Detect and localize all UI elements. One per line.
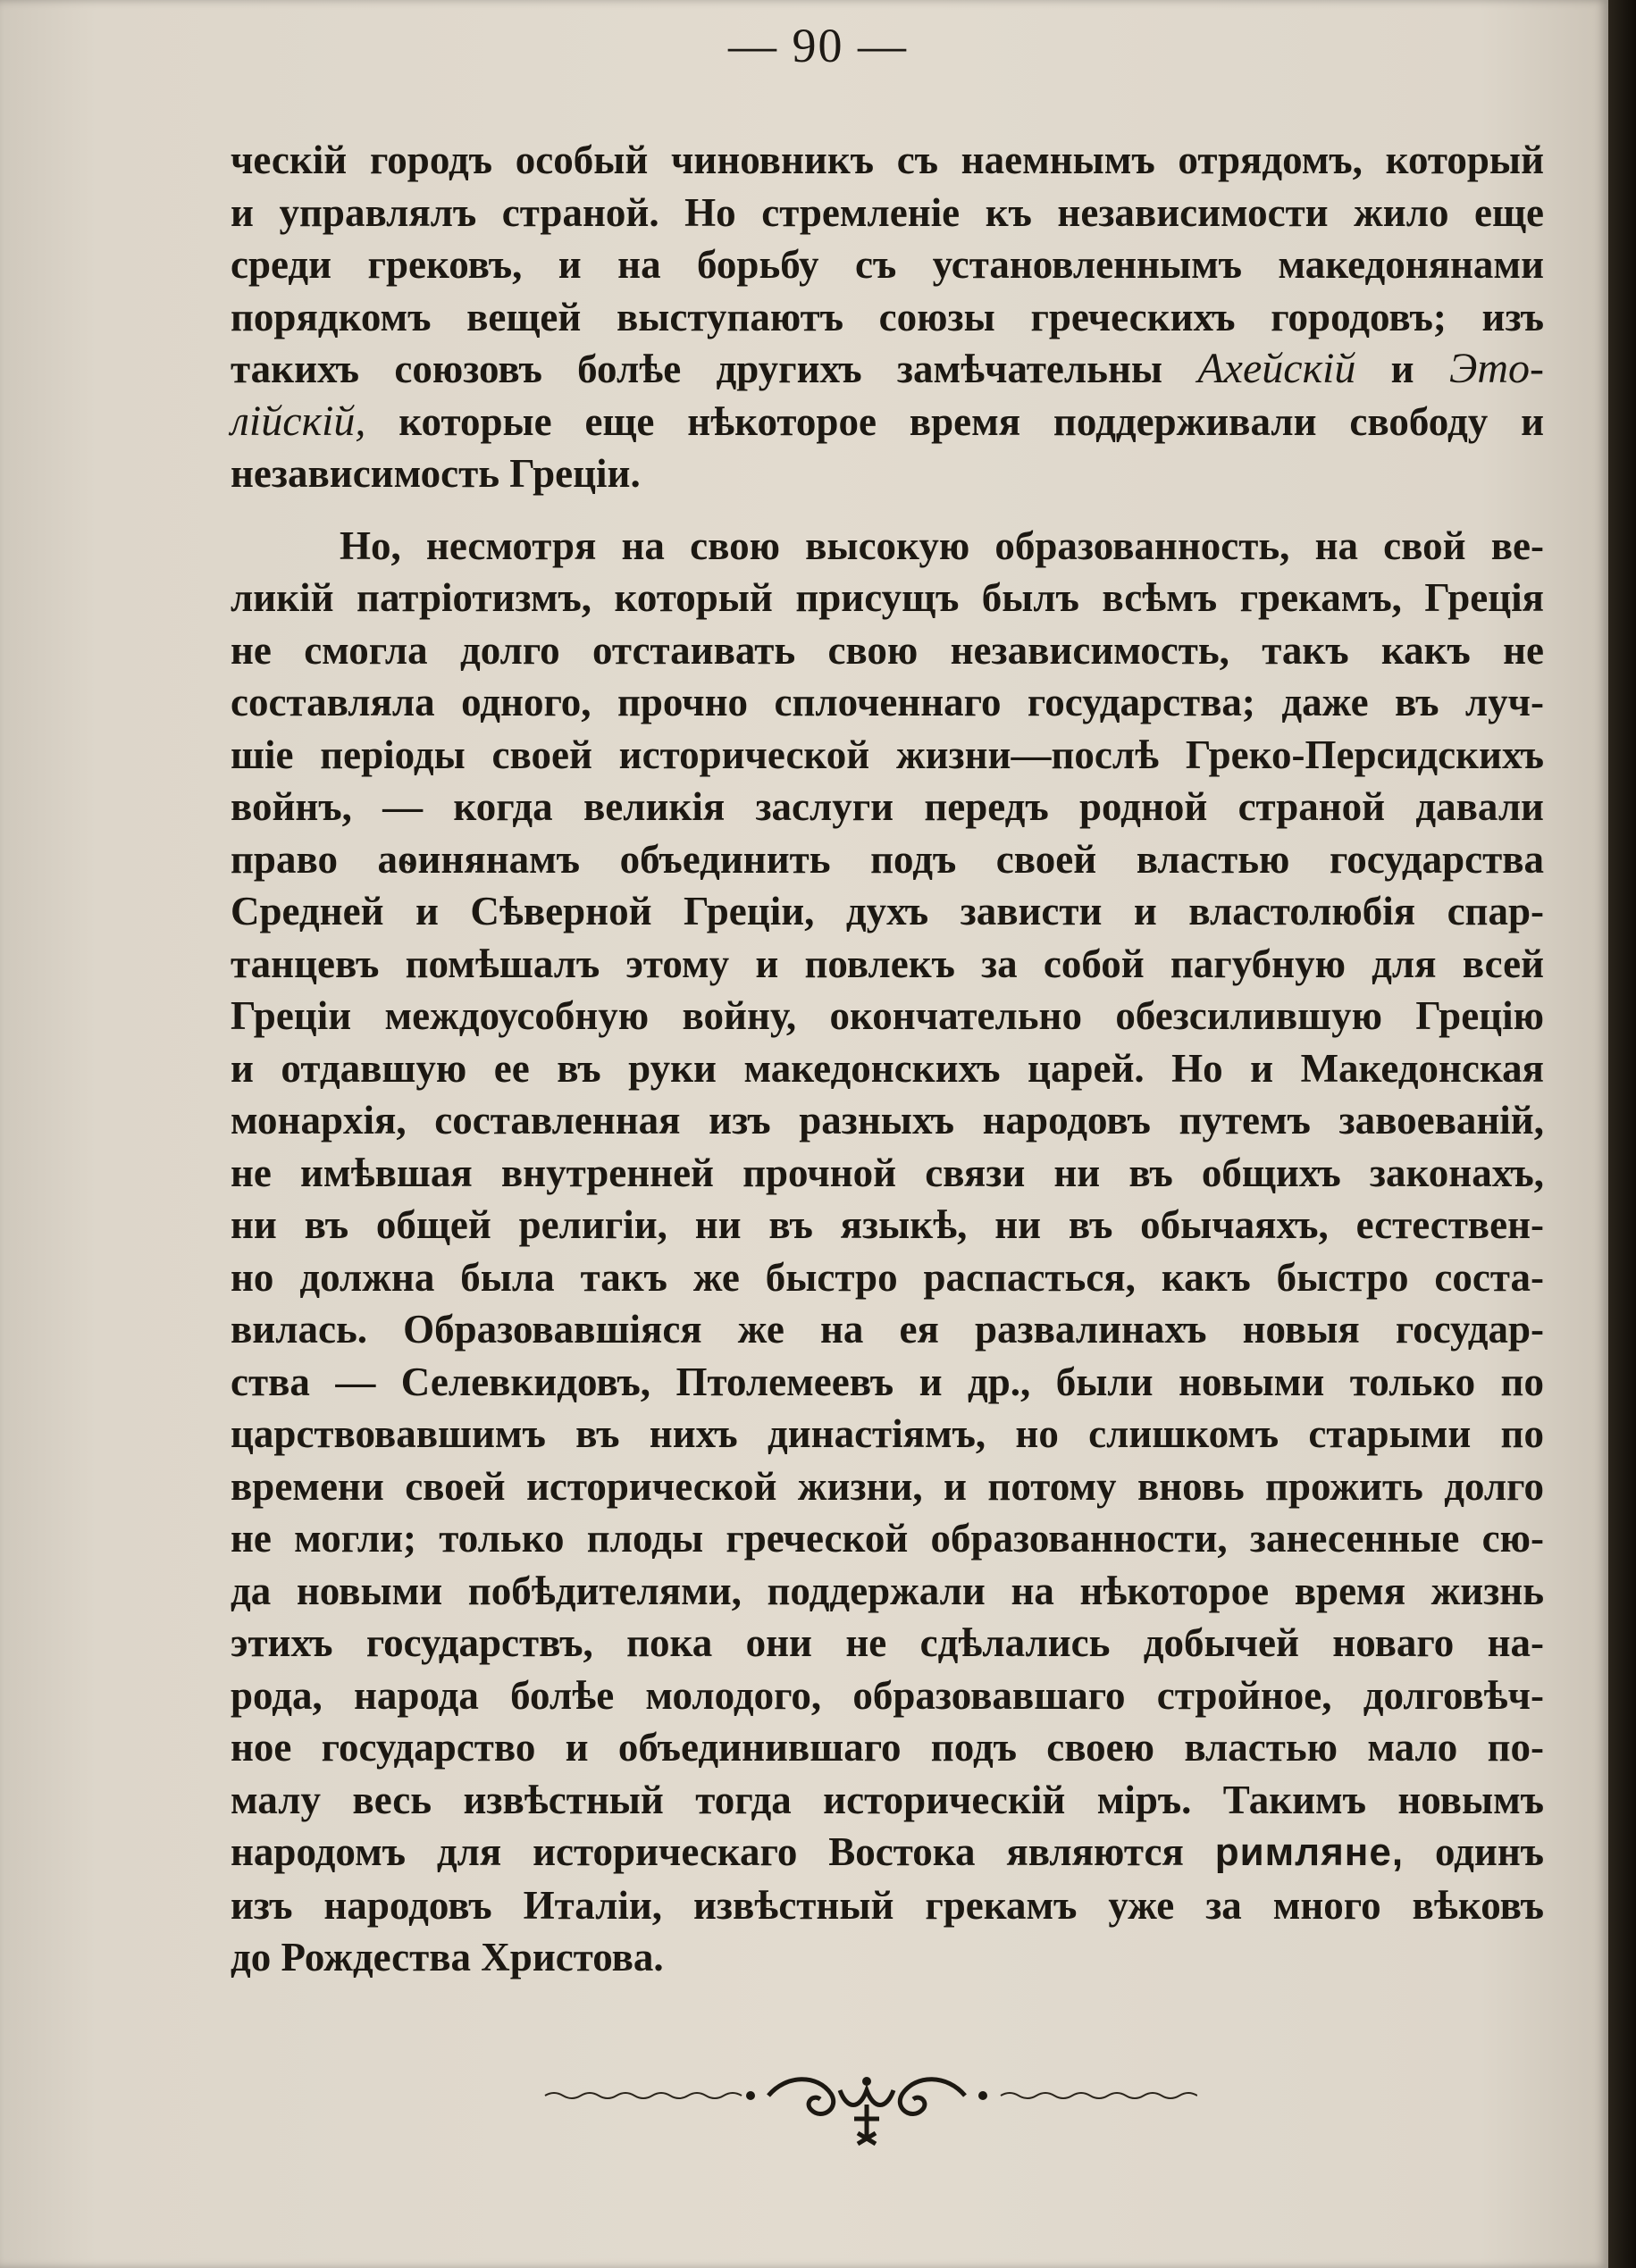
text-line bbox=[231, 1826, 1544, 1879]
text-line: независимость Греціи. bbox=[231, 451, 641, 496]
text-line bbox=[231, 343, 1544, 396]
text-line: не смогла долго отстаивать свою независимость, такъ какъ не bbox=[231, 627, 1544, 673]
text-line: шіе періоды своей исторической жизни—послѣ Греко-Персидскихъ bbox=[231, 732, 1544, 777]
aetolian-league-name-part1: Это- bbox=[1448, 345, 1544, 392]
text-line: времени своей исторической жизни, и потому вновь прожить долго bbox=[231, 1463, 1544, 1509]
paragraph-1 bbox=[231, 134, 1544, 500]
text-line: да новыми побѣдителями, поддержали на нѣкоторое время жизнь bbox=[231, 1568, 1544, 1613]
text-fragment: которые еще нѣкоторое время поддерживали свободу и bbox=[399, 398, 1544, 444]
text-line: малу весь извѣстный тогда историческій міръ. Такимъ новымъ bbox=[231, 1777, 1544, 1822]
book-gutter bbox=[1608, 0, 1636, 2268]
text-line: до Рождества Христова. bbox=[231, 1935, 664, 1979]
text-fragment: и bbox=[1390, 347, 1414, 391]
aetolian-league-name-part2: лійскій, bbox=[231, 397, 366, 445]
text-line: ное государство и объединившаго подъ своею властью мало по- bbox=[231, 1725, 1544, 1770]
text-fragment: одинъ bbox=[1434, 1829, 1545, 1874]
text-line: среди грековъ, и на борьбу съ установленнымъ македонянами bbox=[231, 242, 1544, 287]
text-line: вилась. Образовавшіяся же на ея развалинахъ новыя государ- bbox=[231, 1307, 1544, 1352]
text-line: но должна была такъ же быстро распасться, какъ быстро соста- bbox=[231, 1254, 1544, 1300]
page-number: — 90 — bbox=[728, 19, 908, 72]
paragraph-2 bbox=[231, 520, 1544, 1984]
text-line: и отдавшую ее въ руки македонскихъ царей. Но и Македонская bbox=[231, 1045, 1544, 1091]
text-line: и управлялъ страной. Но стремленіе къ независимости жило еще bbox=[231, 189, 1544, 235]
text-line: ческій городъ особый чиновникъ съ наемнымъ отрядомъ, который bbox=[231, 138, 1544, 182]
text-line: танцевъ помѣшалъ этому и повлекъ за собой пагубную для всей bbox=[231, 941, 1544, 986]
text-line: Греціи междоусобную войну, окончательно обезсилившую Грецію bbox=[231, 993, 1544, 1038]
body-text bbox=[231, 134, 1544, 1984]
text-line: рода, народа болѣе молодого, образовавшаго стройное, долговѣч- bbox=[231, 1672, 1544, 1718]
romans-emphasis: римляне, bbox=[1214, 1830, 1405, 1874]
text-line: ни въ общей религіи, ни въ языкѣ, ни въ обычаяхъ, естествен- bbox=[231, 1202, 1544, 1247]
text-fragment: такихъ союзовъ болѣе другихъ замѣчательны bbox=[231, 347, 1163, 391]
text-line: порядкомъ вещей выступаютъ союзы греческихъ городовъ; изъ bbox=[231, 294, 1544, 339]
text-line: Но, несмотря на свою высокую образованность, на свой ве- bbox=[340, 523, 1544, 568]
text-line: право аѳинянамъ объединить подъ своей властью государства bbox=[231, 836, 1544, 882]
text-line: царствовавшимъ въ нихъ династіямъ, но слишкомъ старыми по bbox=[231, 1411, 1544, 1456]
text-line: Средней и Сѣверной Греціи, духъ зависти и властолюбія спар- bbox=[231, 889, 1544, 933]
text-line: составляла одного, прочно сплоченнаго государства; даже въ луч- bbox=[231, 680, 1544, 724]
text-line: ликій патріотизмъ, который присущъ былъ всѣмъ грекамъ, Греція bbox=[231, 575, 1544, 620]
text-line: изъ народовъ Италіи, извѣстный грекамъ уже за много вѣковъ bbox=[231, 1882, 1544, 1928]
text-fragment: народомъ для историческаго Востока являются bbox=[231, 1829, 1184, 1874]
text-line: монархія, составленная изъ разныхъ народовъ путемъ завоеваній, bbox=[231, 1098, 1544, 1142]
text-line: ства — Селевкидовъ, Птолемеевъ и др., были новыми только по bbox=[231, 1359, 1544, 1404]
text-line bbox=[231, 396, 1544, 448]
text-line: войнъ, — когда великія заслуги передъ родной страной давали bbox=[231, 784, 1544, 829]
text-line: не имѣвшая внутренней прочной связи ни въ общихъ законахъ, bbox=[231, 1150, 1544, 1195]
achaean-league-name: Ахейскій bbox=[1197, 345, 1356, 392]
text-line: этихъ государствъ, пока они не сдѣлались добычей новаго на- bbox=[231, 1620, 1544, 1665]
text-line: не могли; только плоды греческой образованности, занесенные сю- bbox=[231, 1516, 1544, 1561]
ornament-divider-icon bbox=[536, 2063, 1197, 2162]
